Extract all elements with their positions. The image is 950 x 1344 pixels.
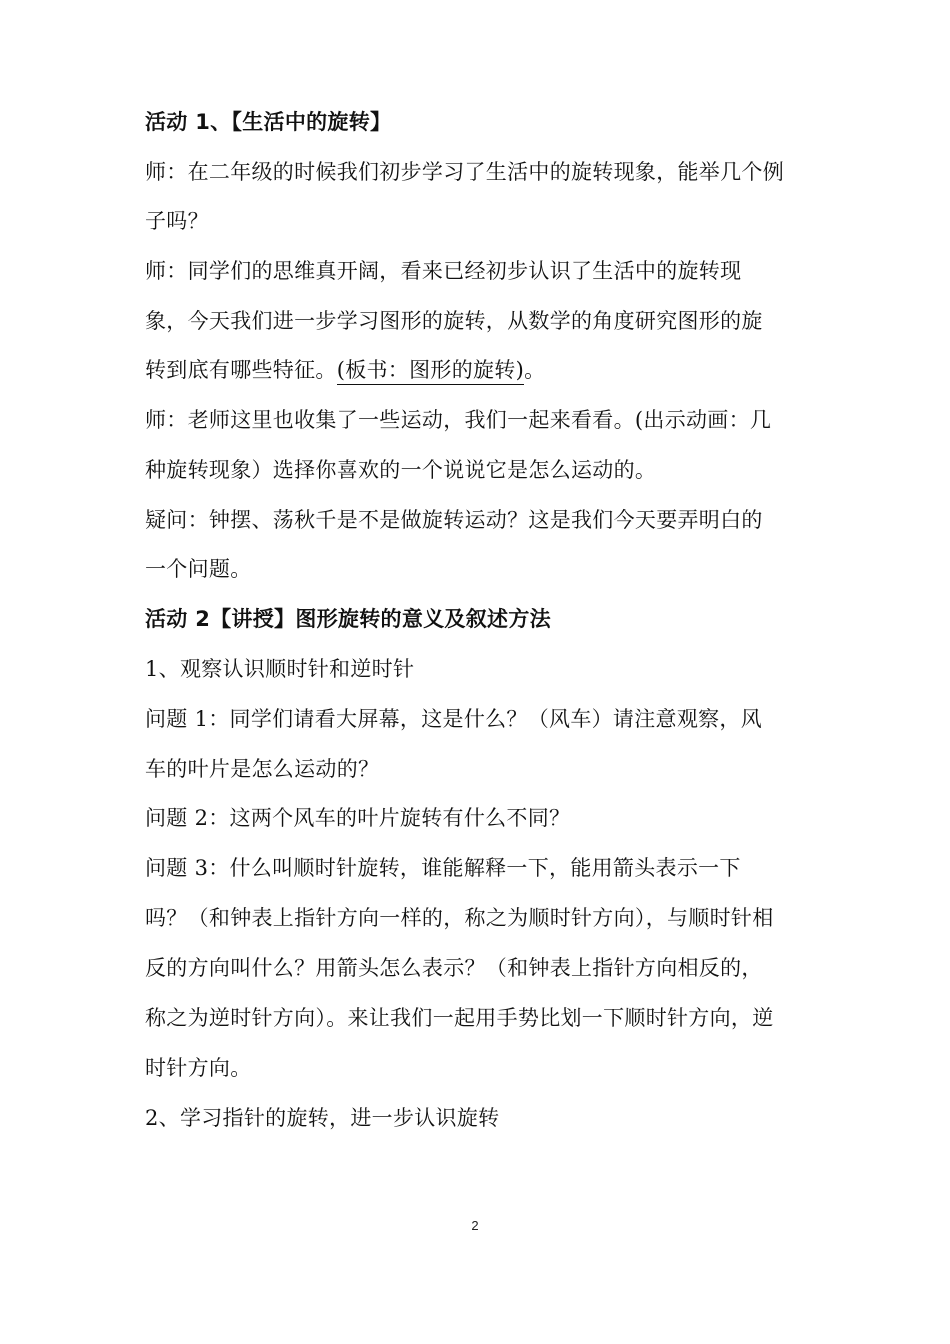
paragraph-4-line-1: 疑问：钟摆、荡秋千是不是做旋转运动？这是我们今天要弄明白的	[145, 508, 763, 532]
paragraph-2-line-3-text: 转到底有哪些特征。	[145, 358, 337, 382]
question-3-line-1: 问题 3：什么叫顺时针旋转，谁能解释一下，能用箭头表示一下	[145, 856, 741, 880]
activity-2-heading: 活动 2【讲授】图形旋转的意义及叙述方法	[145, 607, 551, 631]
section-1-title: 1、观察认识顺时针和逆时针	[145, 657, 415, 681]
question-1-line-2: 车的叶片是怎么运动的？	[145, 757, 380, 781]
paragraph-2-line-3-end: 。	[524, 358, 546, 382]
question-3-line-2: 吗？（和钟表上指针方向一样的，称之为顺时针方向），与顺时针相	[145, 906, 774, 930]
paragraph-2-line-1: 师：同学们的思维真开阔，看来已经初步认识了生活中的旋转现	[145, 259, 742, 283]
paragraph-3-line-1: 师：老师这里也收集了一些运动，我们一起来看看。(出示动画：几	[145, 408, 772, 432]
paragraph-2-line-3	[145, 355, 825, 385]
activity-1-heading: 活动 1、【生活中的旋转】	[145, 110, 392, 134]
page-number: 2	[471, 1218, 479, 1233]
paragraph-4-line-2: 一个问题。	[145, 557, 252, 581]
paragraph-1-line-2: 子吗？	[145, 209, 209, 233]
paragraph-3-line-2: 种旋转现象）选择你喜欢的一个说说它是怎么运动的。	[145, 458, 657, 482]
question-3-line-3: 反的方向叫什么？用箭头怎么表示？（和钟表上指针方向相反的，	[145, 956, 763, 980]
question-3-line-5: 时针方向。	[145, 1056, 252, 1080]
question-2-line-1: 问题 2：这两个风车的叶片旋转有什么不同？	[145, 806, 571, 830]
section-2-title: 2、学习指针的旋转，进一步认识旋转	[145, 1106, 500, 1130]
question-3-line-4: 称之为逆时针方向）。来让我们一起用手势比划一下顺时针方向，逆	[145, 1006, 774, 1030]
paragraph-2-line-2: 象，今天我们进一步学习图形的旋转，从数学的角度研究图形的旋	[145, 309, 763, 333]
question-1-line-1: 问题 1：同学们请看大屏幕，这是什么？（风车）请注意观察，风	[145, 707, 763, 731]
paragraph-1-line-1: 师：在二年级的时候我们初步学习了生活中的旋转现象，能举几个例	[145, 160, 784, 184]
blackboard-note: (板书：图形的旋转)	[337, 358, 524, 385]
